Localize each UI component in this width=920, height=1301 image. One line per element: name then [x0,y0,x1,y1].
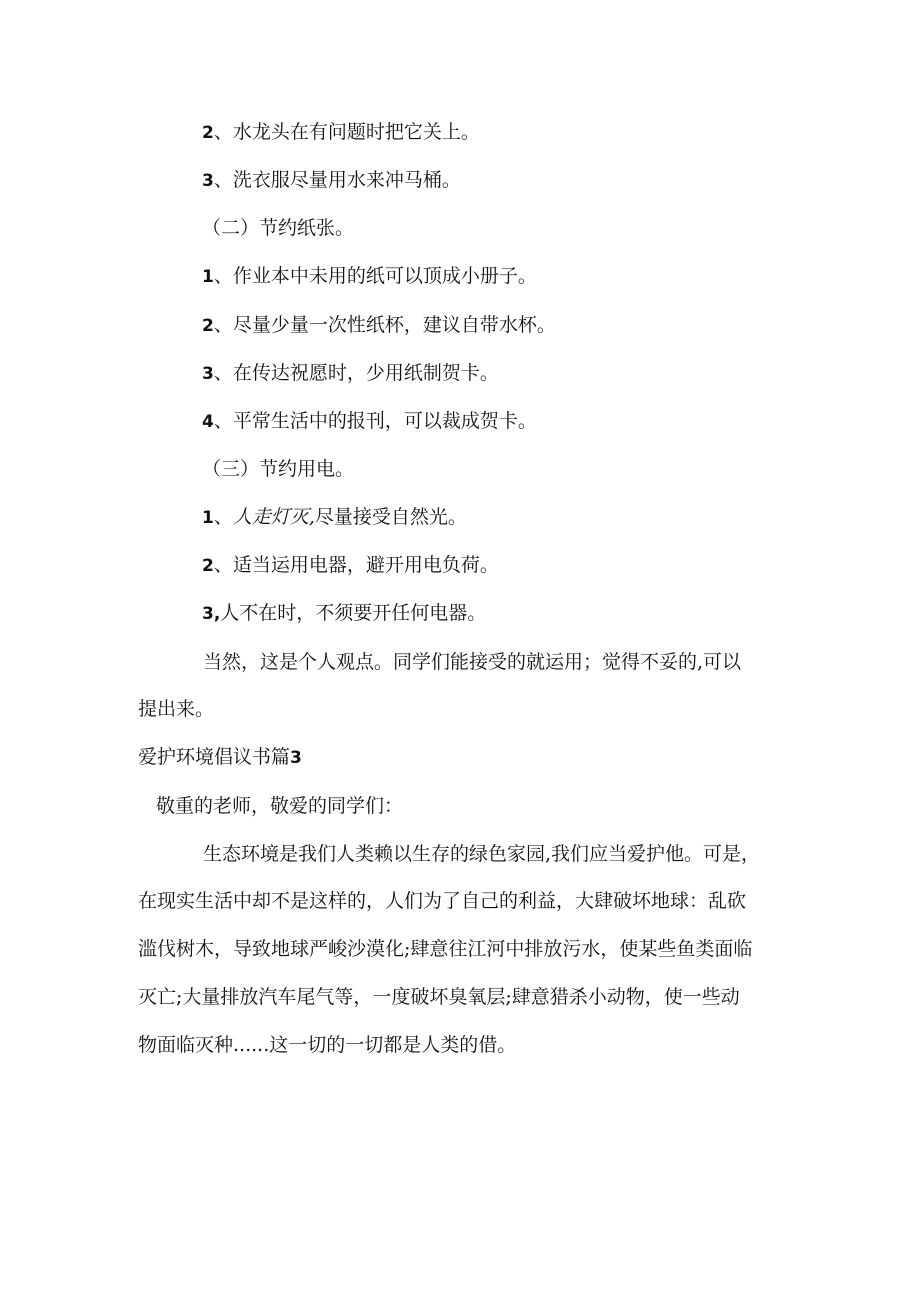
list-item-text: 、平常生活中的报刊，可以裁成贺卡。 [213,410,537,432]
list-item [202,313,556,338]
list-item [202,264,537,289]
list-item [202,168,461,193]
body-line-2: 在现实生活中却不是这样的，人们为了自己的利益，大肆破坏地球：乱砍 [138,890,747,912]
list-item-text: 、尽量少量一次性纸杯，建议自带水杯。 [213,314,556,336]
list-item-text: 尽量接受自然光。 [314,506,467,528]
body-line-4: 灭亡;大量排放汽车尾气等，一度破坏臭氧层;肆意猎杀小动物，使一些动 [138,986,740,1008]
section-title-paper: （二）节约纸张。 [202,217,355,239]
section-heading [138,745,302,770]
list-item-number: 2 [202,123,214,143]
body-line-1: 生态环境是我们人类赖以生存的绿色家园,我们应当爱护他。可是， [203,843,761,865]
closing-line-2: 提出来。 [138,698,215,720]
list-item [202,409,537,434]
list-item-text: 、水龙头在有问题时把它关上。 [213,121,480,143]
list-item-number: 3 [202,364,214,384]
section-heading-text: 爱护环境倡议书篇 [138,746,291,768]
body-line-5: 物面临灭种......这一切的一切都是人类的借。 [138,1034,517,1056]
list-item-number: 2 [202,316,214,336]
greeting: 敬重的老师，敬爱的同学们： [156,795,404,817]
list-item [202,553,499,578]
list-item-separator: 、 [213,506,233,528]
list-item-number: 2 [202,556,214,576]
list-item-number: 3, [202,604,221,624]
list-item-italic-text: 人走灯灭, [232,506,315,528]
closing-line-1: 当然，这是个人观点。同学们能接受的就运用；觉得不妥的,可以 [203,651,742,673]
list-item-text: 、作业本中未用的纸可以顶成小册子。 [213,265,537,287]
list-item-text: 、洗衣服尽量用水来冲马桶。 [213,169,461,191]
list-item-text: 、在传达祝愿时，少用纸制贺卡。 [213,362,499,384]
list-item-number: 1 [202,508,214,528]
list-item-number: 1 [202,267,214,287]
section-title-power: （三）节约用电。 [202,458,355,480]
list-item-text: 人不在时，不须要开任何电器。 [220,602,487,624]
list-item [202,361,499,386]
list-item [202,601,486,626]
list-item-number: 3 [202,171,214,191]
list-item [202,120,480,145]
list-item-number: 4 [202,412,214,432]
list-item-text: 、适当运用电器，避开用电负荷。 [213,554,499,576]
list-item [202,505,467,530]
section-heading-number: 3 [290,748,302,768]
body-line-3: 滥伐树木，导致地球严峻沙漠化;肆意往江河中排放污水，使某些鱼类面临 [138,938,753,960]
